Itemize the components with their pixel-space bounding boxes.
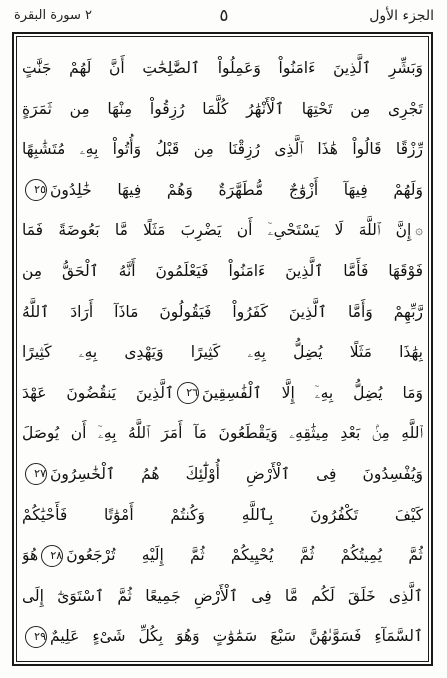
verse-text: إِنَّ ٱللَّهَ لَا يَسْتَحْىِۦٓ أَن يَضْرِبَ مَثَلًا مَّا بَعُوضَةً فَمَا [22,221,412,240]
ayah-number-marker: ٢٥ [25,179,47,201]
verse-text: رِّزْقًا قَالُواْ هَٰذَا ٱلَّذِى رُزِقْنَا مِن قَبْلُ وَأُتُواْ بِهِۦ مُتَشَٰبِهًا [22,140,423,159]
verse-text: ٱللَّهِ مِنۢ بَعْدِ مِيثَٰقِهِۦ وَيَقْطَعُونَ مَآ أَمَرَ ٱللَّهُ بِهِۦٓ أَن يُوصَلَ [22,424,423,443]
verse-text: ٱلَّذِينَ يَنقُضُونَ عَهْدَ [22,383,175,402]
verse-line [22,129,423,170]
verse-line [22,89,423,130]
verse-text: فَوْقَهَا فَأَمَّا ٱلَّذِينَ ءَامَنُواْ فَيَعْلَمُونَ أَنَّهُ ٱلْحَقُّ مِن [22,261,423,280]
verse-text: رَّبِّهِمْ وَأَمَّا ٱلَّذِينَ كَفَرُواْ فَيَقُولُونَ مَاذَآ أَرَادَ ٱللَّهُ [22,302,423,321]
verse-line [22,576,423,617]
verse-text: ٱلسَّمَآءِ فَسَوَّىٰهُنَّ سَبْعَ سَمَٰوَٰتٍ وَهُوَ بِكُلِّ شَىْءٍ عَلِيمٌ [50,627,423,646]
page-header [14,6,434,32]
verse-text: تَجْرِى مِن تَحْتِهَا ٱلْأَنْهَٰرُ كُلَّمَا رُزِقُواْ مِنْهَا مِن ثَمَرَةٍ [22,99,423,118]
verse-text: كَيْفَ تَكْفُرُونَ بِٱللَّهِ وَكُنتُمْ أَمْوَٰتًا فَأَحْيَٰكُمْ [22,505,423,524]
verse-text: بِهَٰذَا مَثَلًا يُضِلُّ بِهِۦ كَثِيرًا وَيَهْدِى بِهِۦ كَثِيرًا [22,343,423,362]
verse-text: وَلَهُمْ فِيهَآ أَزْوَٰجٌ مُّطَهَّرَةٌ وَهُمْ فِيهَا خَٰلِدُونَ [50,180,423,199]
verse-text: وَمَا يُضِلُّ بِهِۦٓ إِلَّا ٱلْفَٰسِقِينَ [202,383,423,402]
verse-text: وَبَشِّرِ ٱلَّذِينَ ءَامَنُواْ وَعَمِلُواْ ٱلصَّٰلِحَٰتِ أَنَّ لَهُمْ جَنَّٰتٍ [22,59,423,77]
verse-line [22,616,423,657]
verse-line [22,292,423,333]
verse-text: ٱلَّذِى خَلَقَ لَكُم مَّا فِى ٱلْأَرْضِ جَمِيعًا ثُمَّ ٱسْتَوَىٰٓ إِلَى [22,586,423,605]
ayah-number-marker: ٢٦ [177,382,199,404]
verse-text: ثُمَّ يُمِيتُكُمْ ثُمَّ يُحْيِيكُمْ ثُمَّ إِلَيْهِ تُرْجَعُونَ [66,546,423,565]
verse-text: وَيُفْسِدُونَ فِى ٱلْأَرْضِ أُوْلَٰٓئِكَ هُمُ ٱلْخَٰسِرُونَ [50,464,423,483]
ayah-number-marker: ٢٧ [25,463,47,485]
verse-line [22,413,423,454]
verse-text: هُوَ [22,546,39,565]
verse-line [22,454,423,495]
quran-text-block [22,48,423,654]
verse-line [22,535,423,576]
verse-line [22,48,423,89]
text-frame [12,32,433,666]
verse-line [22,495,423,536]
hizb-marker-icon: ۞ [415,222,423,238]
verse-line [22,251,423,292]
verse-line [22,332,423,373]
juz-title: الجزء الأول [369,8,434,24]
verse-line [22,170,423,211]
page-number: ٥ [219,6,229,26]
verse-line [22,373,423,414]
ayah-number-marker: ٢٨ [41,545,63,567]
ayah-number-marker: ٢٩ [25,626,47,648]
surah-title: ٢ سورة البقرة [14,8,93,23]
verse-line [22,210,423,251]
